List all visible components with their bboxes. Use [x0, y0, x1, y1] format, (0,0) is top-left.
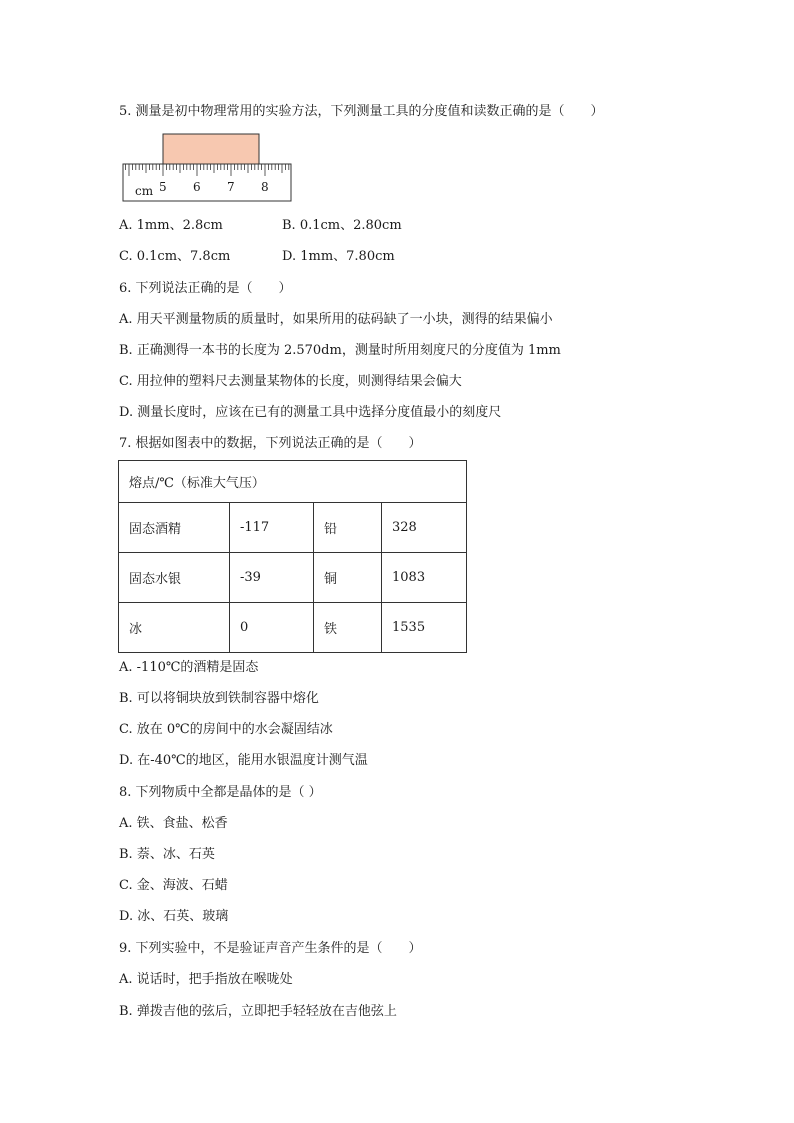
ruler-unit-label: cm — [135, 184, 154, 198]
q5-option-c: C. 0.1cm、7.8cm — [119, 249, 231, 264]
table-cell: 固态水银 — [119, 553, 230, 603]
table-row — [119, 503, 467, 553]
table-cell: 铁 — [314, 603, 382, 653]
q6-option-a: A. 用天平测量物质的质量时，如果所用的砝码缺了一小块，测得的结果偏小 — [119, 312, 553, 327]
table-cell: 铅 — [314, 503, 382, 553]
table-header-cell: 熔点/℃（标准大气压） — [119, 461, 467, 503]
q6-option-d: D. 测量长度时，应该在已有的测量工具中选择分度值最小的刻度尺 — [119, 405, 502, 420]
table-row — [119, 603, 467, 653]
ruler-diagram — [119, 130, 299, 204]
q5-option-b: B. 0.1cm、2.80cm — [282, 218, 402, 233]
q7-stem: 7. 根据如图表中的数据，下列说法正确的是（ ） — [119, 436, 422, 451]
table-cell: 固态酒精 — [119, 503, 230, 553]
table-cell: -39 — [230, 553, 314, 603]
ruler-label-8: 8 — [261, 180, 269, 194]
q8-option-a: A. 铁、食盐、松香 — [119, 816, 228, 831]
table-row — [119, 553, 467, 603]
ruler-label-6: 6 — [193, 180, 201, 194]
ruler-label-7: 7 — [227, 180, 235, 194]
q9-stem: 9. 下列实验中，不是验证声音产生条件的是（ ） — [119, 941, 422, 956]
q6-option-b: B. 正确测得一本书的长度为 2.570dm，测量时所用刻度尺的分度值为 1mm — [119, 343, 561, 358]
table-cell: 1083 — [382, 553, 467, 603]
table-cell: 铜 — [314, 553, 382, 603]
ruler-label-5: 5 — [159, 180, 167, 194]
q8-option-b: B. 萘、冰、石英 — [119, 847, 215, 862]
table-cell: 328 — [382, 503, 467, 553]
q7-option-b: B. 可以将铜块放到铁制容器中熔化 — [119, 691, 319, 706]
q7-option-a: A. -110℃的酒精是固态 — [119, 660, 259, 675]
q6-option-c: C. 用拉伸的塑料尺去测量某物体的长度，则测得结果会偏大 — [119, 374, 462, 389]
q7-option-c: C. 放在 0℃的房间中的水会凝固结冰 — [119, 722, 333, 737]
q5-stem: 5. 测量是初中物理常用的实验方法，下列测量工具的分度值和读数正确的是（ ） — [119, 104, 604, 119]
ruler-figure — [119, 130, 299, 204]
table-cell: 冰 — [119, 603, 230, 653]
q8-option-c: C. 金、海波、石蜡 — [119, 878, 228, 893]
q8-stem: 8. 下列物质中全都是晶体的是（ ） — [119, 785, 322, 800]
q6-stem: 6. 下列说法正确的是（ ） — [119, 281, 292, 296]
q5-option-d: D. 1mm、7.80cm — [282, 249, 395, 264]
table-cell: -117 — [230, 503, 314, 553]
q9-option-a: A. 说话时，把手指放在喉咙处 — [119, 972, 293, 987]
table-header-row — [119, 461, 467, 503]
q8-option-d: D. 冰、石英、玻璃 — [119, 909, 229, 924]
q5-option-a: A. 1mm、2.8cm — [119, 218, 223, 233]
table-cell: 1535 — [382, 603, 467, 653]
measured-block — [163, 134, 259, 164]
table-cell: 0 — [230, 603, 314, 653]
melting-point-table — [118, 460, 467, 653]
q7-option-d: D. 在-40℃的地区，能用水银温度计测气温 — [119, 753, 368, 768]
q9-option-b: B. 弹拨吉他的弦后，立即把手轻轻放在吉他弦上 — [119, 1004, 397, 1019]
